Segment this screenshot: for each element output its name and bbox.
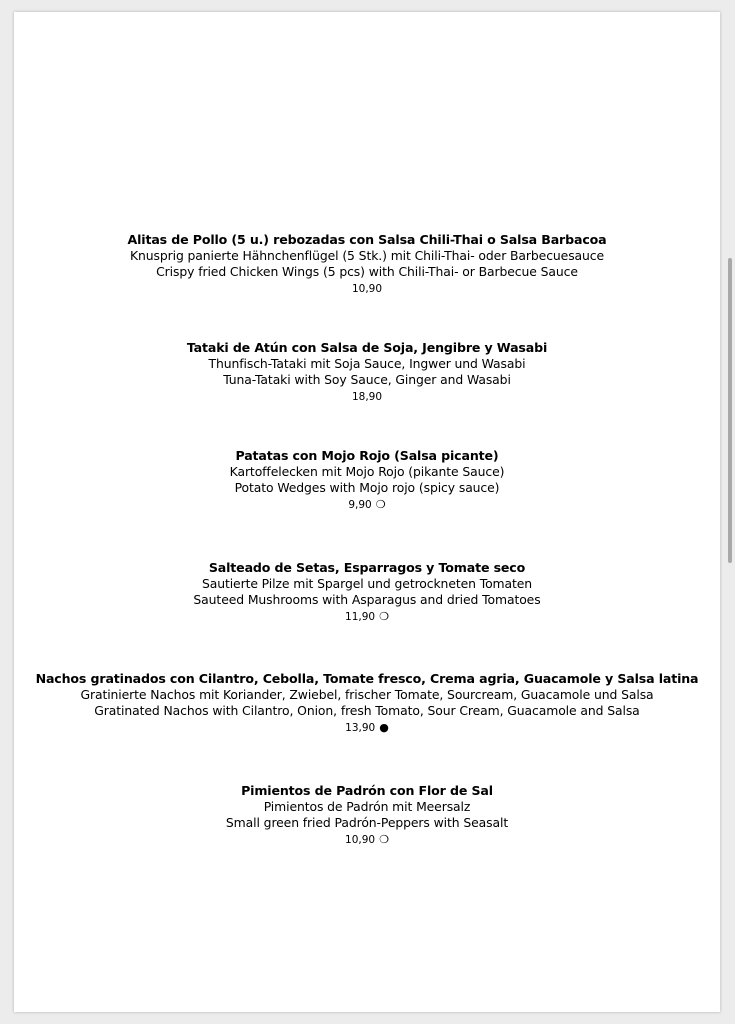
dish-title: Pimientos de Padrón con Flor de Sal bbox=[241, 783, 493, 798]
filled-marker-icon: ● bbox=[379, 721, 389, 734]
dish-description-english: Potato Wedges with Mojo rojo (spicy sauce) bbox=[234, 480, 500, 495]
dish-description-english: Crispy fried Chicken Wings (5 pcs) with Chili-Thai- or Barbecue Sauce bbox=[156, 264, 578, 279]
dish-description-english: Sauteed Mushrooms with Asparagus and dried Tomatoes bbox=[193, 592, 541, 607]
dish-title: Alitas de Pollo (5 u.) rebozadas con Salsa Chili-Thai o Salsa Barbacoa bbox=[127, 232, 607, 247]
dish-price-row bbox=[14, 282, 720, 296]
dish-price-row bbox=[14, 610, 720, 624]
menu-item bbox=[14, 671, 720, 735]
dish-price-row bbox=[14, 390, 720, 404]
dish-description-german: Knusprig panierte Hähnchenflügel (5 Stk.) mit Chili-Thai- oder Barbecuesauce bbox=[129, 248, 605, 263]
dish-description-english: Gratinated Nachos with Cilantro, Onion, fresh Tomato, Sour Cream, Guacamole and Salsa bbox=[94, 703, 640, 718]
dish-title: Salteado de Setas, Esparragos y Tomate seco bbox=[208, 560, 526, 575]
dish-price: 9,90 bbox=[348, 499, 372, 511]
dish-description-german: Sautierte Pilze mit Spargel und getrockneten Tomaten bbox=[201, 576, 533, 591]
dish-price-row bbox=[14, 721, 720, 735]
dish-price: 10,90 bbox=[345, 834, 376, 846]
dish-title: Patatas con Mojo Rojo (Salsa picante) bbox=[235, 448, 499, 463]
dish-title: Nachos gratinados con Cilantro, Cebolla, Tomate fresco, Crema agria, Guacamole y Salsa latina bbox=[35, 671, 699, 686]
dish-price-row bbox=[14, 833, 720, 847]
menu-item bbox=[14, 783, 720, 847]
vegetarian-marker-icon: ❍ bbox=[379, 610, 389, 623]
dish-title: Tataki de Atún con Salsa de Soja, Jengibre y Wasabi bbox=[186, 340, 548, 355]
dish-price: 10,90 bbox=[351, 283, 383, 295]
vegetarian-marker-icon: ❍ bbox=[375, 498, 386, 511]
dish-price: 11,90 bbox=[345, 611, 376, 623]
dish-price: 13,90 bbox=[345, 722, 376, 734]
scrollbar-thumb[interactable] bbox=[728, 258, 732, 563]
dish-description-german: Thunfisch-Tataki mit Soja Sauce, Ingwer und Wasabi bbox=[208, 356, 526, 371]
menu-item bbox=[14, 232, 720, 296]
vertical-scrollbar[interactable] bbox=[727, 0, 733, 1024]
vegetarian-marker-icon: ❍ bbox=[379, 833, 389, 846]
dish-description-german: Pimientos de Padrón mit Meersalz bbox=[263, 799, 471, 814]
dish-description-english: Tuna-Tataki with Soy Sauce, Ginger and Wasabi bbox=[223, 372, 511, 387]
menu-item bbox=[14, 340, 720, 404]
dish-price-row bbox=[14, 498, 720, 512]
dish-price: 18,90 bbox=[351, 391, 383, 403]
menu-item bbox=[14, 448, 720, 512]
menu-item bbox=[14, 560, 720, 624]
dish-description-german: Gratinierte Nachos mit Koriander, Zwiebel, frischer Tomate, Sourcream, Guacamole und Salsa bbox=[80, 687, 654, 702]
menu-page bbox=[14, 12, 720, 1012]
dish-description-german: Kartoffelecken mit Mojo Rojo (pikante Sauce) bbox=[229, 464, 505, 479]
dish-description-english: Small green fried Padrón-Peppers with Seasalt bbox=[225, 815, 509, 830]
